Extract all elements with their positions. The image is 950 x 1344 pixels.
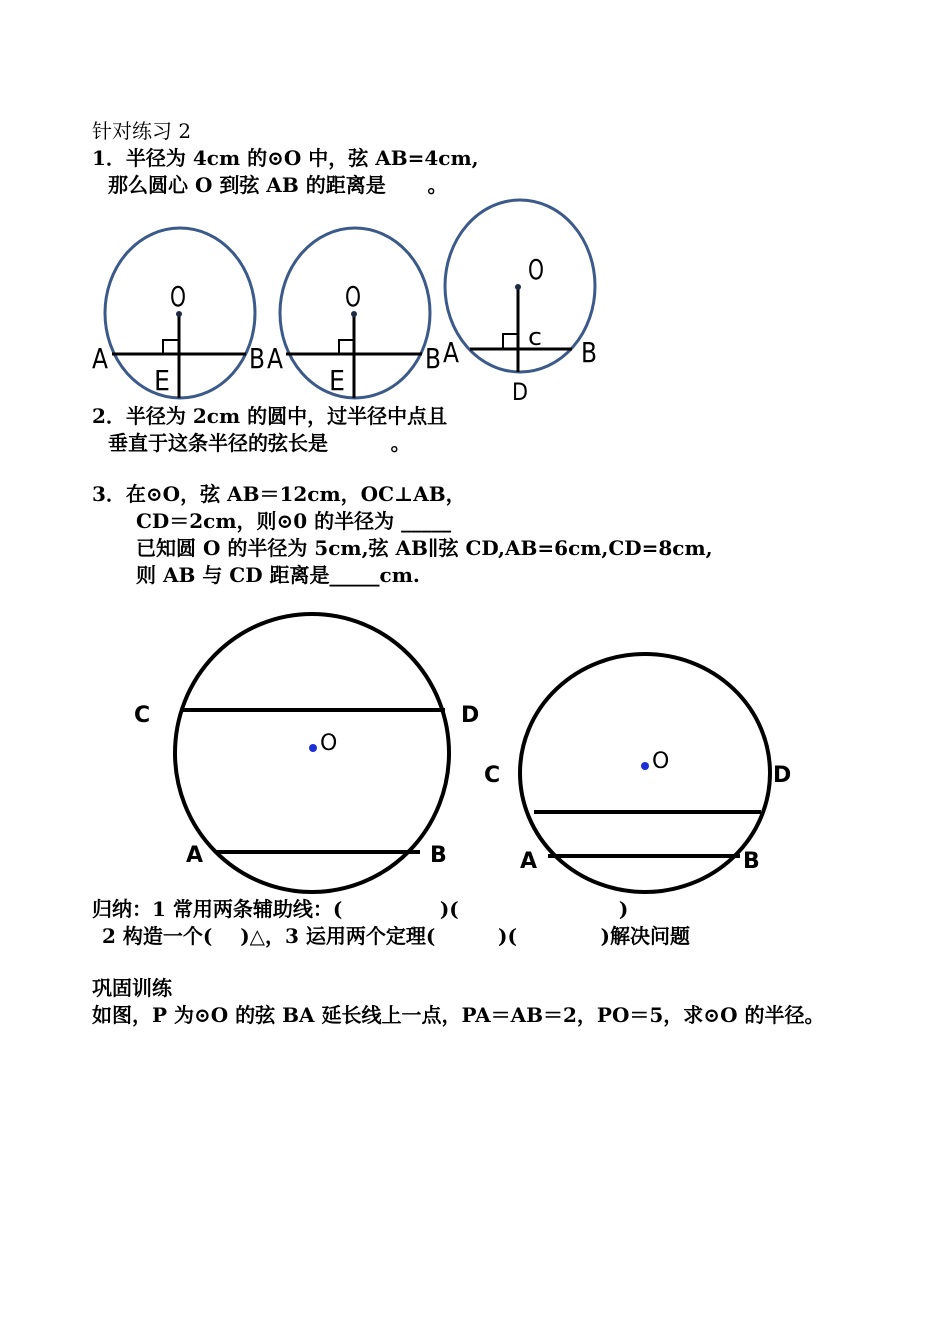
figure-1-label-b-1: B	[249, 342, 265, 375]
figure-1-label-b-3: B	[581, 336, 597, 369]
practice-question: 如图，P 为⊙O 的弦 BA 延长线上一点，PA＝AB＝2，PO＝5，求⊙O 的半径。	[92, 1003, 825, 1027]
figure-2-label-b-2: B	[743, 849, 760, 874]
question-1-line-1: 1．半径为 4cm 的⊙O 中，弦 AB=4cm,	[92, 146, 479, 170]
question-2-line-2: 垂直于这条半径的弦长是 。	[108, 431, 411, 455]
section-title: 针对练习 2	[92, 119, 192, 143]
figure-1-label-a-1: A	[92, 342, 108, 375]
figure-2-label-d-1: D	[461, 703, 480, 728]
figure-1-label-a-3: A	[443, 336, 459, 369]
question-3-line-2: CD＝2cm，则⊙0 的半径为 _____	[136, 509, 452, 533]
figure-1-label-d-3: D	[512, 378, 528, 406]
figure-1-label-e-2: E	[329, 364, 345, 397]
figure-1-label-o-2: O	[345, 280, 361, 313]
question-3-line-1: 3．在⊙O，弦 AB＝12cm，OC⊥AB，	[92, 482, 466, 506]
figure-1-label-o-3: O	[528, 253, 544, 286]
figure-1-label-c-3: c	[528, 323, 542, 351]
figure-2-label-d-2: D	[773, 763, 792, 788]
figure-2-label-o-2: O	[652, 749, 670, 774]
figure-2-center-dot-1	[309, 744, 317, 752]
question-1-line-2: 那么圆心 O 到弦 AB 的距离是 。	[108, 173, 448, 197]
figure-1-label-o-1: O	[170, 280, 186, 313]
figure-2-label-b-1: B	[430, 843, 447, 868]
summary-line-2: 2 构造一个( )△，3 运用两个定理( )( )解决问题	[102, 924, 690, 948]
figure-2-label-o-1: O	[320, 731, 338, 756]
figure-1-label-a-2: A	[267, 342, 283, 375]
figure-2-label-a-1: A	[186, 843, 204, 868]
figure-1-label-e-1: E	[154, 364, 170, 397]
figure-2-label-a-2: A	[520, 849, 538, 874]
question-3-line-4: 则 AB 与 CD 距离是_____cm.	[136, 563, 420, 587]
figure-2-label-c-2: C	[484, 763, 501, 788]
summary-line-1: 归纳：1 常用两条辅助线：( )( )	[92, 897, 629, 921]
figure-1-label-b-2: B	[425, 342, 441, 375]
practice-title: 巩固训练	[92, 976, 172, 1000]
figure-2-center-dot-2	[641, 762, 649, 770]
question-3-line-3: 已知圆 O 的半径为 5cm,弦 AB∥弦 CD,AB=6cm,CD=8cm,	[136, 536, 713, 560]
question-2-line-1: 2．半径为 2cm 的圆中，过半径中点且	[92, 404, 448, 428]
figure-2-label-c-1: C	[134, 703, 151, 728]
